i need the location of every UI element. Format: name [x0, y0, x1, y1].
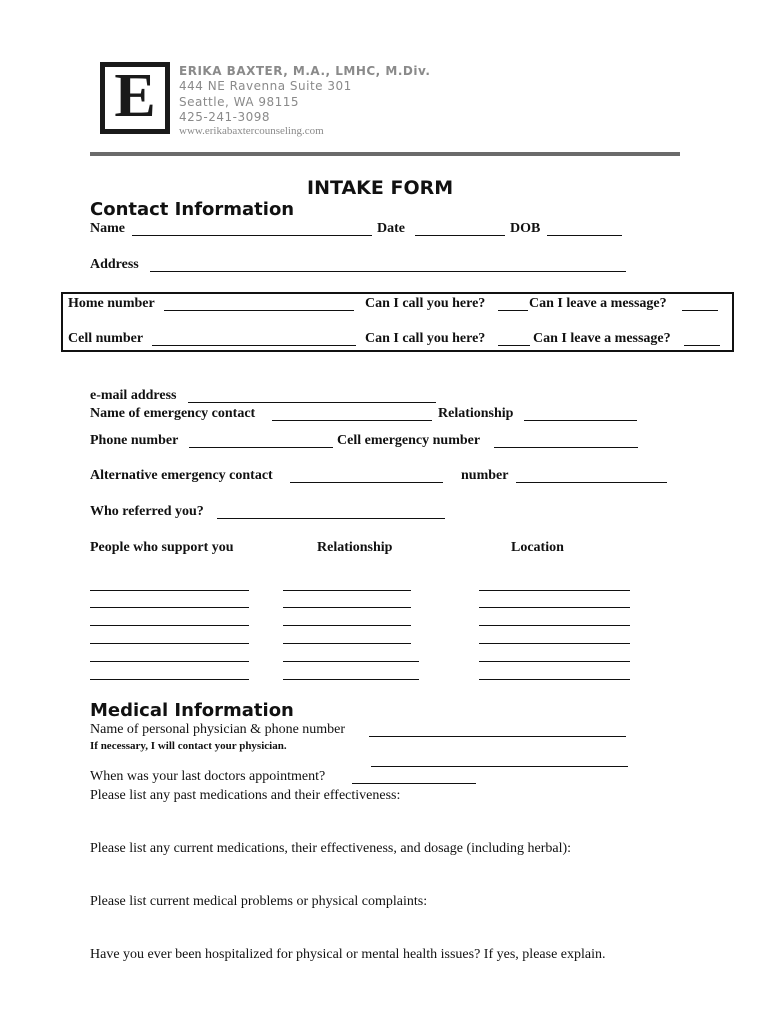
- home-message-label: Can I leave a message?: [529, 296, 667, 311]
- support-location-field[interactable]: [479, 590, 630, 591]
- last-appointment-label: When was your last doctors appointment?: [90, 769, 326, 784]
- address-label: Address: [90, 257, 139, 272]
- practitioner-name: ERIKA BAXTER, M.A., LMHC, M.Div.: [179, 64, 431, 78]
- cell-call-label: Can I call you here?: [365, 331, 486, 346]
- referred-label: Who referred you?: [90, 504, 204, 519]
- cell-call-field[interactable]: [498, 345, 530, 346]
- cell-emergency-label: Cell emergency number: [337, 433, 481, 448]
- phone-number-field[interactable]: [189, 447, 333, 448]
- last-appointment-field[interactable]: [352, 783, 476, 784]
- support-relationship-field[interactable]: [283, 607, 411, 608]
- cell-number-label: Cell number: [68, 331, 144, 346]
- support-relationship-field[interactable]: [283, 661, 419, 662]
- name-label: Name: [90, 221, 125, 236]
- support-location-field[interactable]: [479, 643, 630, 644]
- date-label: Date: [377, 221, 405, 236]
- emergency-contact-label: Name of emergency contact: [90, 406, 256, 421]
- home-number-field[interactable]: [164, 310, 354, 311]
- emergency-relationship-label: Relationship: [438, 406, 514, 421]
- support-relationship-field[interactable]: [283, 643, 411, 644]
- referred-field[interactable]: [217, 518, 445, 519]
- physician-note: If necessary, I will contact your physician.: [90, 740, 287, 752]
- email-label: e-mail address: [90, 388, 177, 403]
- past-medications-label: Please list any past medications and their effectiveness:: [90, 788, 401, 803]
- support-col-location: Location: [511, 540, 564, 555]
- alt-number-label: number: [461, 468, 509, 483]
- support-person-field[interactable]: [90, 625, 249, 626]
- practice-website: www.erikabaxtercounseling.com: [179, 125, 324, 137]
- home-message-field[interactable]: [682, 310, 718, 311]
- emergency-contact-field[interactable]: [272, 420, 432, 421]
- support-location-field[interactable]: [479, 679, 630, 680]
- dob-field[interactable]: [547, 235, 622, 236]
- practice-phone: 425-241-3098: [179, 110, 271, 124]
- support-relationship-field[interactable]: [283, 590, 411, 591]
- page-title: INTAKE FORM: [307, 177, 454, 199]
- medical-heading: Medical Information: [90, 700, 294, 721]
- alt-number-field[interactable]: [516, 482, 667, 483]
- logo-letter: E: [114, 62, 156, 130]
- home-call-field[interactable]: [498, 310, 528, 311]
- address-field[interactable]: [150, 271, 626, 272]
- dob-label: DOB: [510, 221, 541, 236]
- email-field[interactable]: [188, 402, 436, 403]
- cell-message-field[interactable]: [684, 345, 720, 346]
- logo: [100, 62, 170, 134]
- hospitalized-label: Have you ever been hospitalized for physical or mental health issues? If yes, please explain.: [90, 947, 606, 962]
- header-rule: [90, 152, 680, 156]
- support-relationship-field[interactable]: [283, 679, 419, 680]
- physician-field[interactable]: [369, 736, 626, 737]
- home-number-label: Home number: [68, 296, 155, 311]
- support-person-field[interactable]: [90, 590, 249, 591]
- cell-number-field[interactable]: [152, 345, 356, 346]
- support-person-field[interactable]: [90, 679, 249, 680]
- support-location-field[interactable]: [479, 625, 630, 626]
- support-col-people: People who support you: [90, 540, 234, 555]
- medical-problems-label: Please list current medical problems or physical complaints:: [90, 894, 428, 909]
- physician-label: Name of personal physician & phone number: [90, 722, 346, 737]
- address-city: Seattle, WA 98115: [179, 95, 300, 109]
- cell-emergency-field[interactable]: [494, 447, 638, 448]
- support-col-relationship: Relationship: [317, 540, 393, 555]
- alt-emergency-field[interactable]: [290, 482, 443, 483]
- support-relationship-field[interactable]: [283, 625, 411, 626]
- phone-number-label: Phone number: [90, 433, 179, 448]
- emergency-relationship-field[interactable]: [524, 420, 637, 421]
- support-location-field[interactable]: [479, 607, 630, 608]
- support-person-field[interactable]: [90, 643, 249, 644]
- alt-emergency-label: Alternative emergency contact: [90, 468, 273, 483]
- home-call-label: Can I call you here?: [365, 296, 486, 311]
- cell-message-label: Can I leave a message?: [533, 331, 671, 346]
- physician-field-2[interactable]: [371, 766, 628, 767]
- support-person-field[interactable]: [90, 607, 249, 608]
- contact-heading: Contact Information: [90, 199, 295, 220]
- name-field[interactable]: [132, 235, 372, 236]
- current-medications-label: Please list any current medications, their effectiveness, and dosage (including herbal):: [90, 841, 572, 856]
- support-location-field[interactable]: [479, 661, 630, 662]
- support-person-field[interactable]: [90, 661, 249, 662]
- address-street: 444 NE Ravenna Suite 301: [179, 79, 352, 93]
- date-field[interactable]: [415, 235, 505, 236]
